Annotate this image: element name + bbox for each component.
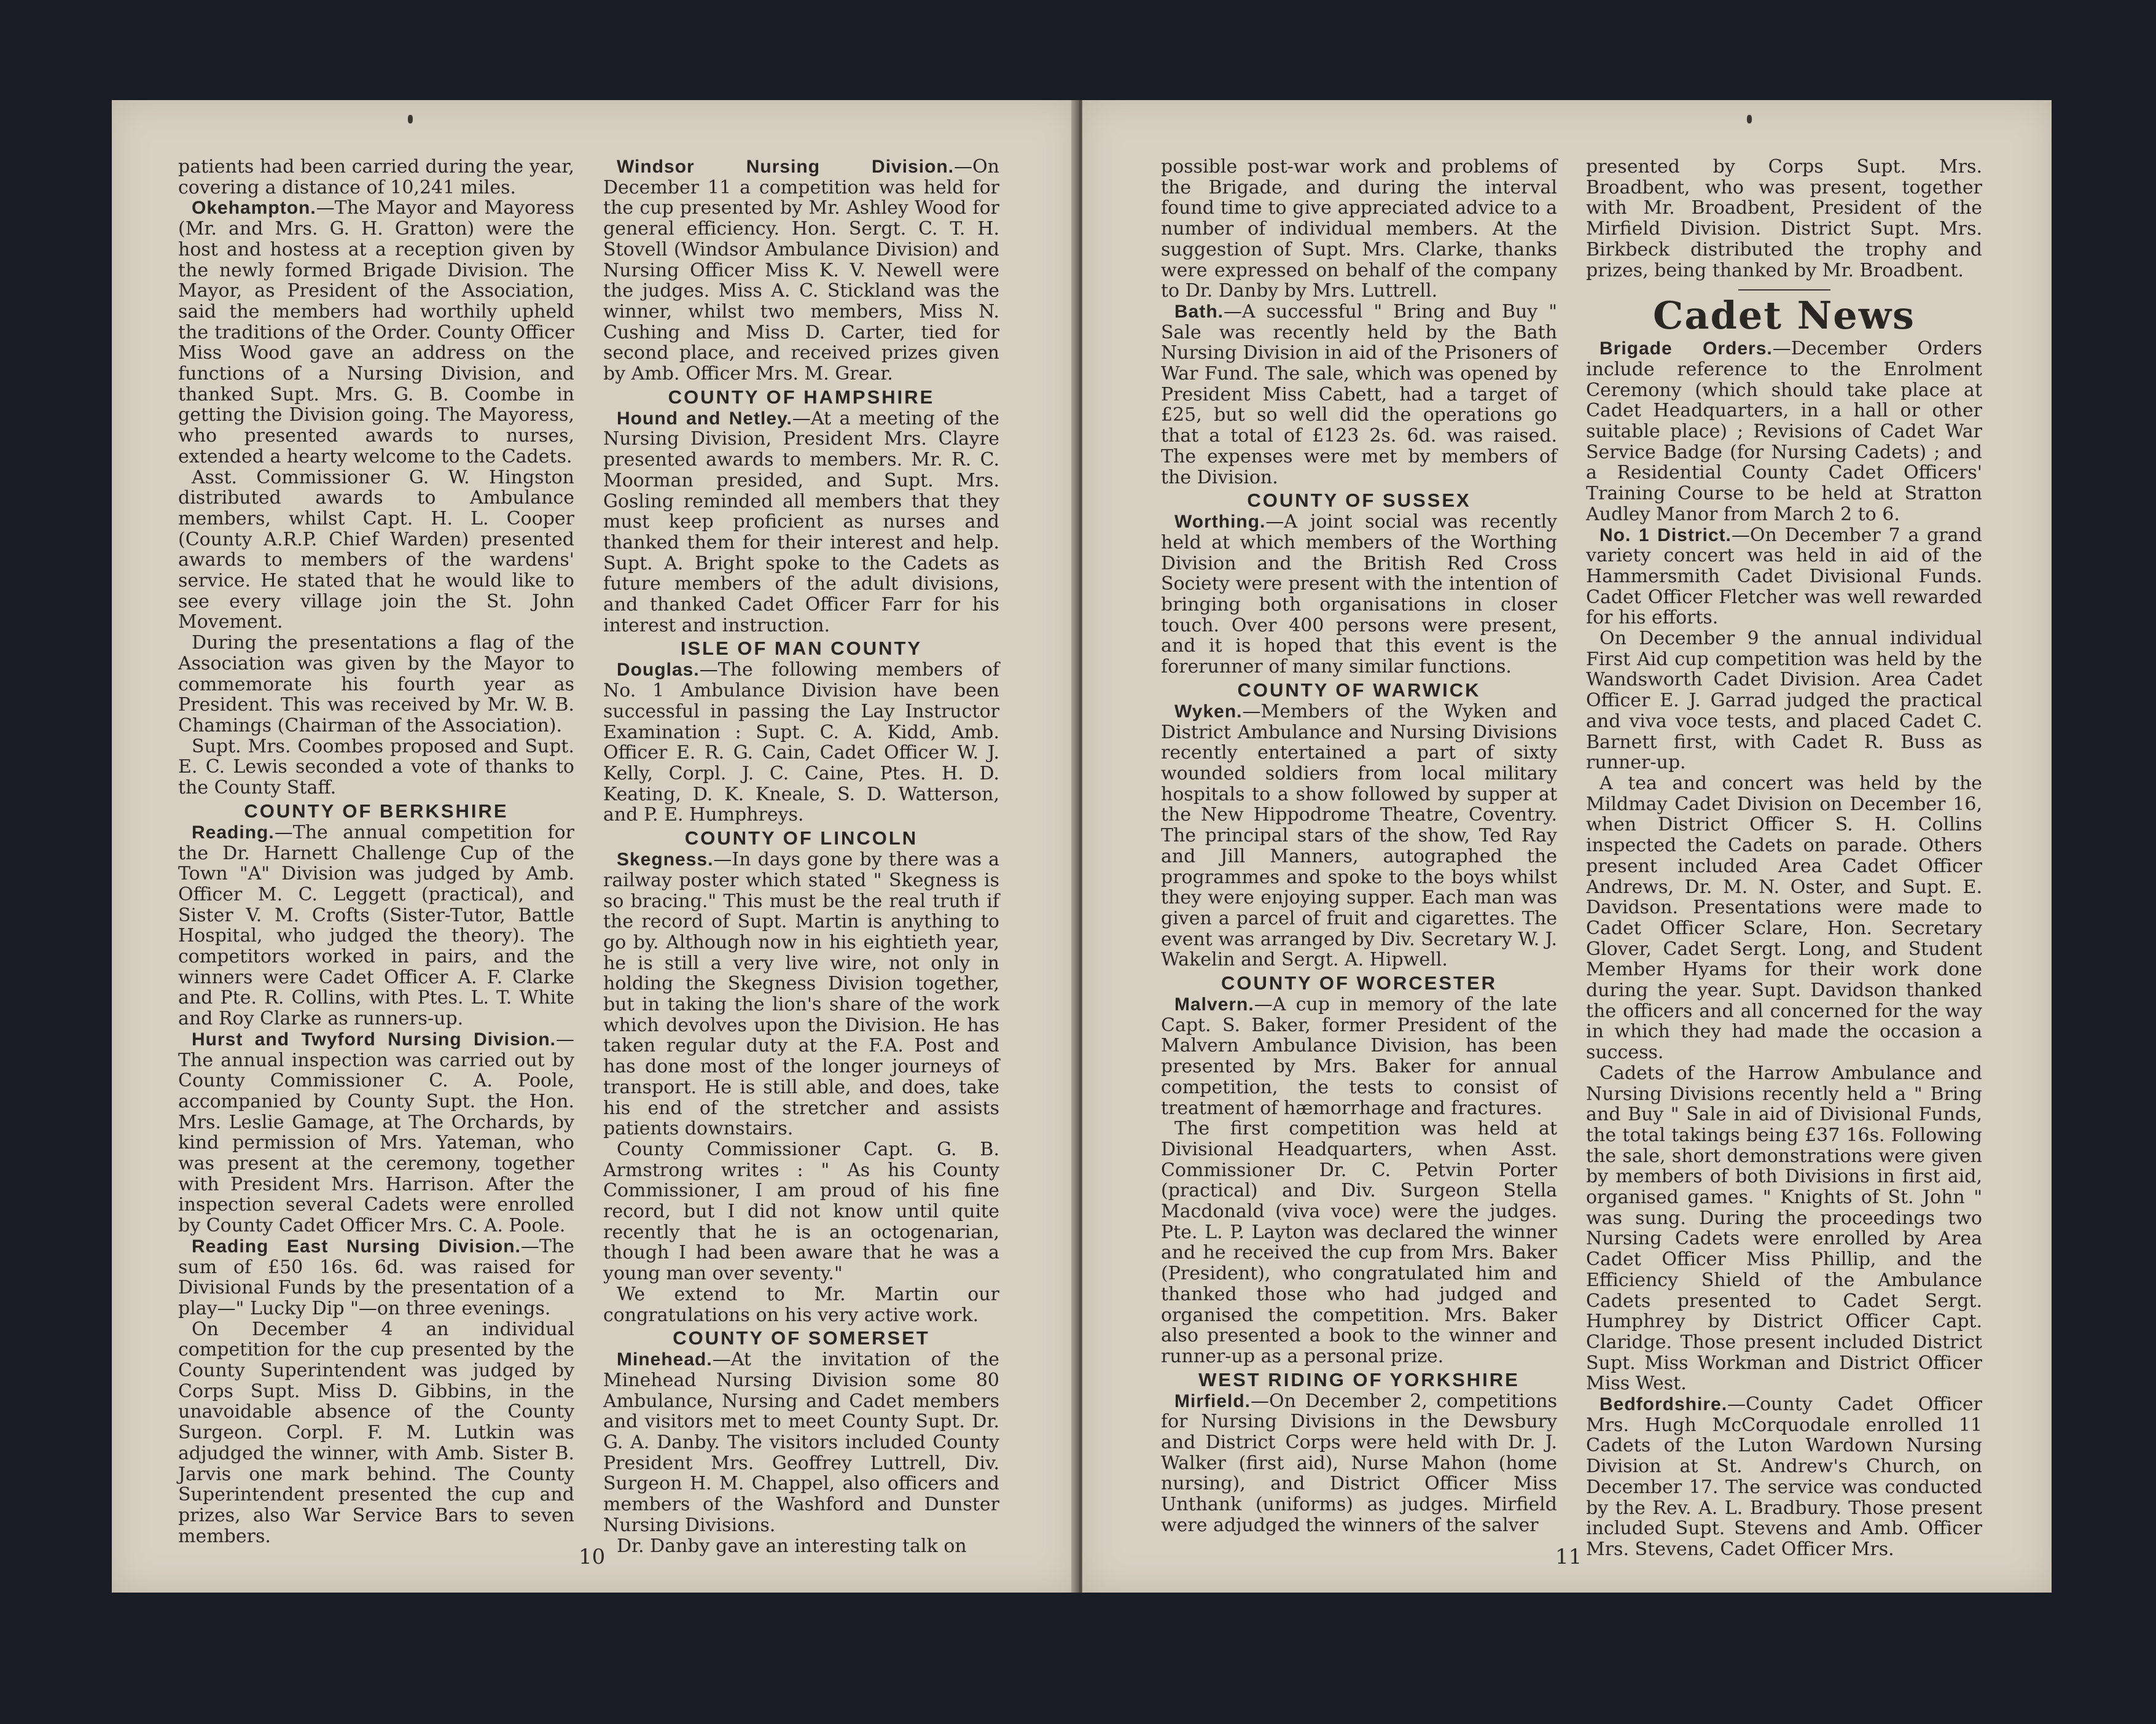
- right-page: [1082, 100, 2052, 1593]
- paragraph-text: —On December 2, competitions for Nursing Divisions in the Dewsbury and District Corps were held with Dr. J. Walker (first aid), Nurse Mahon (home nursing), and District Officer Miss Unthank (uniforms) as judges. Mirfield were adjudged the winners of the salver: [1161, 1390, 1557, 1536]
- paragraph-text: patients had been carried during the year, covering a distance of 10,241 miles.: [178, 156, 574, 198]
- county-heading: COUNTY OF BERKSHIRE: [244, 800, 509, 822]
- paragraph-lead: Minehead.: [617, 1349, 713, 1370]
- article-paragraph: [603, 1536, 999, 1557]
- paragraph-text: —December Orders include reference to the Enrolment Ceremony (which should take place at Cadet Headquarters, in a hall or other suitable place) ; Revisions of Cadet War Service Badge (for Nursing Cadets) ; and a Residential County Cadet Officers' Training Course to be held at Stratton Audley Manor from March 2 to 6.: [1586, 338, 1982, 525]
- article-paragraph: [178, 198, 574, 467]
- article-paragraph: [1586, 628, 1982, 773]
- article-paragraph: [1161, 701, 1557, 970]
- paragraph-lead: Mirfield.: [1174, 1391, 1251, 1411]
- paragraph-lead: Hound and Netley.: [617, 408, 792, 429]
- paragraph-lead: Wyken.: [1174, 701, 1243, 722]
- article-paragraph: [1586, 1394, 1982, 1560]
- paragraph-text: Asst. Commissioner G. W. Hingston distributed awards to Ambulance members, whilst Capt. H. L. Cooper (County A.R.P. Chief Warden) presented awards to members of the wardens' service. He stated that he would like to see every village join the St. John Movement.: [178, 466, 574, 633]
- article-paragraph: [1586, 1063, 1982, 1394]
- paragraph-text: Dr. Danby gave an interesting talk on: [617, 1535, 967, 1557]
- paragraph-text: —In days gone by there was a railway poster which stated " Skegness is so bracing." This must be the real truth if the record of Supt. Martin is anything to go by. Although now in his eightieth year, he is still a very live wire, not only in holding the Skegness Division together, but in taking the lion's share of the work which devolves upon the Division. He has taken regular duty at the F.A. Post and has done most of the longer journeys of transport. He is still able, and does, take his end of the stretcher and assists patients downstairs.: [603, 849, 999, 1140]
- left-page-column-2: [603, 156, 1000, 1557]
- article-paragraph: [178, 1319, 574, 1547]
- county-heading: WEST RIDING OF YORKSHIRE: [1198, 1368, 1520, 1391]
- paragraph-text: —Members of the Wyken and District Ambulance and Nursing Divisions recently entertained a part of sixty wounded soldiers from local military hospitals to a show followed by supper at the New Hippodrome Theatre, Coventry. The principal stars of the show, Ted Ray and Jill Manners, autographed the programmes and spoke to the boys whilst they were enjoying supper. Each man was given a parcel of fruit and cigarettes. The event was arranged by Div. Secretary W. J. Wakelin and Sergt. A. Hipwell.: [1161, 700, 1557, 971]
- paragraph-text: Supt. Mrs. Coombes proposed and Supt. E. C. Lewis seconded a vote of thanks to the County Staff.: [178, 735, 574, 799]
- article-paragraph: [603, 1139, 999, 1284]
- paragraph-lead: Brigade Orders.: [1599, 338, 1773, 359]
- paragraph-lead: Windsor Nursing Division.: [617, 157, 955, 177]
- article-paragraph: [178, 736, 574, 798]
- paragraph-text: During the presentations a flag of the Association was given by the Mayor to commemorate his fourth year as President. This was received by Mr. W. B. Chamings (Chairman of the Association).: [178, 632, 574, 736]
- article-paragraph: [1161, 1118, 1557, 1367]
- paragraph-text: —The following members of No. 1 Ambulance Division have been successful in passing the Lay Instructor Examination : Supt. C. A. Kidd, Amb. Officer E. R. G. Cain, Cadet Officer W. J. Kelly, Corpl. J. C. Caine, Ptes. H. D. Keating, D. K. Kneale, S. D. Watterson, and P. E. Humphreys.: [603, 659, 999, 826]
- paragraph-text: We extend to Mr. Martin our congratulations on his very active work.: [603, 1283, 999, 1326]
- paragraph-lead: Worthing.: [1174, 512, 1266, 532]
- paragraph-text: —The annual inspection was carried out by County Commissioner C. A. Poole, accompanied by County Supt. the Hon. Mrs. Leslie Gamage, at The Orchards, by kind permission of Mrs. Yateman, who was present at the ceremony, together with President Mrs. Harrison. After the inspection several Cadets were enrolled by County Cadet Officer Mrs. C. A. Poole.: [178, 1028, 574, 1237]
- right-page-column-1: [1161, 156, 1557, 1536]
- article-paragraph: [1161, 512, 1557, 677]
- article-paragraph: [603, 660, 999, 825]
- article-paragraph: [603, 1349, 999, 1535]
- county-heading: COUNTY OF WARWICK: [1237, 679, 1481, 701]
- paragraph-lead: Reading.: [192, 822, 275, 843]
- page-number: 10: [579, 1545, 606, 1569]
- cadet-news-title: Cadet News: [1653, 293, 1915, 338]
- paragraph-text: —A cup in memory of the late Capt. S. Baker, former President of the Malvern Ambulance Division, has been presented by Mrs. Baker for annual competition, the tests to consist of treatment of hæmorrhage and fractures.: [1161, 994, 1557, 1119]
- paragraph-text: A tea and concert was held by the Mildmay Cadet Division on December 16, when District Officer S. H. Collins inspected the Cadets on parade. Others present included Area Cadet Officer Andrews, Dr. M. N. Oster, and Supt. E. Davidson. Presentations were made to Cadet Officer Sclare, Hon. Secretary Glover, Cadet Sergt. Long, and Student Member Hyams for their work done during the year. Supt. Davidson thanked the officers and all concerned for the way in which they had made the occasion a success.: [1586, 772, 1982, 1064]
- paragraph-text: —On December 11 a competition was held for the cup presented by Mr. Ashley Wood for general efficiency. Hon. Sergt. C. T. H. Stovell (Windsor Ambulance Division) and Nursing Officer Miss K. V. Newell were the judges. Miss A. C. Stickland was the winner, whilst two members, Miss N. Cushing and Miss D. Carter, tied for second place, and received prizes given by Amb. Officer Mrs. M. Grear.: [603, 156, 999, 385]
- paragraph-text: presented by Corps Supt. Mrs. Broadbent, who was present, together with Mr. Broadbent, President of the Mirfield Division. District Supt. Mrs. Birkbeck distributed the trophy and prizes, being thanked by Mr. Broadbent.: [1586, 156, 1982, 281]
- article-paragraph: [1586, 525, 1982, 629]
- paragraph-lead: Okehampton.: [192, 198, 316, 219]
- ink-mark: [1747, 115, 1752, 123]
- county-heading: COUNTY OF LINCOLN: [684, 827, 918, 849]
- paragraph-lead: Bedfordshire.: [1599, 1394, 1728, 1415]
- paragraph-text: —At the invitation of the Minehead Nursing Division some 80 Ambulance, Nursing and Cadet members and visitors met to meet County Supt. Dr. G. A. Danby. The visitors included County President Mrs. Geoffrey Luttrell, Div. Surgeon H. M. Chappel, also officers and members of the Washford and Dunster Nursing Divisions.: [603, 1349, 999, 1536]
- left-page-column-1: [178, 156, 574, 1547]
- section-divider: [1738, 289, 1830, 291]
- paragraph-lead: No. 1 District.: [1599, 525, 1732, 545]
- paragraph-lead: Reading East Nursing Division.: [192, 1236, 521, 1257]
- article-paragraph: [603, 1284, 999, 1325]
- paragraph-lead: Skegness.: [617, 849, 714, 870]
- paragraph-text: —On December 7 a grand variety concert was held in aid of the Hammersmith Cadet Divisional Funds. Cadet Officer Fletcher was well rewarded for his efforts.: [1586, 524, 1982, 629]
- paragraph-text: —The Mayor and Mayoress (Mr. and Mrs. G. H. Gratton) were the host and hostess at a reception given by the newly formed Brigade Division. The Mayor, as President of the Association, said the members had worthily upheld the traditions of the Order. County Officer Miss Wood gave an address on the functions of a Nursing Division, and thanked Supt. Mrs. G. B. Coombe in getting the Division going. The Mayoress, who presented awards to nurses, extended a hearty welcome to the Cadets.: [178, 197, 574, 467]
- article-paragraph: [178, 157, 574, 198]
- article-paragraph: [1586, 773, 1982, 1063]
- right-page-column-2: [1586, 156, 1982, 1560]
- article-paragraph: [178, 1236, 574, 1319]
- ink-mark: [408, 115, 413, 123]
- county-heading: ISLE OF MAN COUNTY: [680, 638, 923, 660]
- paragraph-text: possible post-war work and problems of the Brigade, and during the interval found time to give appreciated advice to a number of individual members. At the suggestion of Supt. Mrs. Clarke, thanks were expressed on behalf of the company to Dr. Danby by Mrs. Luttrell.: [1161, 156, 1557, 302]
- article-paragraph: [603, 849, 999, 1139]
- article-paragraph: [178, 1029, 574, 1236]
- paragraph-lead: Hurst and Twyford Nursing Division.: [192, 1029, 556, 1050]
- paragraph-text: On December 4 an individual competition for the cup presented by the County Superintendent was judged by Corps Supt. Miss D. Gibbins, in the unavoidable absence of the County Surgeon. Corpl. F. M. Lutkin was adjudged the winner, with Amb. Sister B. Jarvis one mark behind. The County Superintendent presented the cup and prizes, also War Service Bars to seven members.: [178, 1318, 574, 1547]
- article-paragraph: [603, 157, 999, 384]
- article-paragraph: [1161, 1391, 1557, 1536]
- paragraph-text: —A joint social was recently held at which members of the Worthing Division and the British Red Cross Society were present with the intention of bringing both organisations in closer touch. Over 400 persons were present, and it is hoped that this event is the forerunner of many similar functions.: [1161, 511, 1557, 678]
- paragraph-text: —The sum of £50 16s. 6d. was raised for Divisional Funds by the presentation of a play—" Lucky Dip "—on three evenings.: [178, 1235, 574, 1319]
- article-paragraph: [1586, 338, 1982, 525]
- article-paragraph: [1161, 994, 1557, 1118]
- page-number: 11: [1555, 1545, 1582, 1569]
- paragraph-text: On December 9 the annual individual First Aid cup competition was held by the Wandsworth Cadet Division. Area Cadet Officer E. J. Garrad judged the practical and viva voce tests, and placed Cadet C. Barnett first, with Cadet R. Buss as runner-up.: [1586, 628, 1982, 774]
- county-heading: COUNTY OF SUSSEX: [1247, 490, 1471, 512]
- article-paragraph: [178, 467, 574, 633]
- paragraph-text: —The annual competition for the Dr. Harnett Challenge Cup of the Town "A" Division was judged by Amb. Officer M. C. Leggett (practical), and Sister V. M. Crofts (Sister-Tutor, Battle Hospital, who judged the theory). The competitors worked in pairs, and the winners were Cadet Officer A. F. Clarke and Pte. R. Collins, with Ptes. L. T. White and Roy Clarke as runners-up.: [178, 821, 574, 1030]
- paragraph-text: —County Cadet Officer Mrs. Hugh McCorquodale enrolled 11 Cadets of the Luton Wardown Nursing Division at St. Andrew's Church, on December 17. The service was conducted by the Rev. A. L. Bradbury. Those present included Supt. Stevens and Amb. Officer Mrs. Stevens, Cadet Officer Mrs.: [1586, 1394, 1982, 1560]
- paragraph-lead: Malvern.: [1174, 994, 1254, 1015]
- county-heading: COUNTY OF WORCESTER: [1221, 972, 1498, 994]
- paragraph-text: The first competition was held at Divisional Headquarters, when Asst. Commissioner Dr. C. Petvin Porter (practical) and Div. Surgeon Stella Macdonald (viva voce) were the judges. Pte. L. P. Layton was declared the winner and he received the cup from Mrs. Baker (President), who congratulated him and thanked those who had judged and organised the competition. Mrs. Baker also presented a book to the winner and runner-up as a personal prize.: [1161, 1118, 1557, 1367]
- paragraph-text: County Commissioner Capt. G. B. Armstrong writes : " As his County Commissioner, I am proud of his fine record, but I did not know until quite recently that he is an octogenarian, though I had been aware that he was a young man over seventy.": [603, 1138, 999, 1285]
- article-paragraph: [1586, 157, 1982, 281]
- county-heading: COUNTY OF HAMPSHIRE: [668, 386, 935, 408]
- paragraph-text: —At a meeting of the Nursing Division, President Mrs. Clayre presented awards to members. Mr. R. C. Moorman presided, and Supt. Mrs. Gosling reminded all members that they must keep proficient as nurses and thanked them for their interest and help. Supt. A. Bright spoke to the Cadets as future members of the adult divisions, and thanked Cadet Officer Farr for his interest and instruction.: [603, 407, 1000, 636]
- left-page: [112, 100, 1076, 1593]
- paragraph-text: —A successful " Bring and Buy " Sale was recently held by the Bath Nursing Division in aid of the Prisoners of War Fund. The sale, which was opened by President Miss Cabett, had a target of £25, but so well did the operations go that a total of £123 2s. 6d. was raised. The expenses were met by members of the Division.: [1161, 300, 1557, 488]
- article-paragraph: [178, 822, 574, 1029]
- paragraph-text: Cadets of the Harrow Ambulance and Nursing Divisions recently held a " Bring and Buy " Sale in aid of Divisional Funds, the total takings being £37 16s. Following the sale, short demonstrations were given by members of both Divisions in first aid, organised games. " Knights of St. John " was sung. During the proceedings two Nursing Cadets were enrolled by Area Cadet Officer Miss Phillip, and the Efficiency Shield of the Ambulance Cadets presented to Cadet Sergt. Humphrey by District Officer Capt. Claridge. Those present included District Supt. Miss Workman and District Officer Miss West.: [1586, 1062, 1982, 1395]
- paragraph-lead: Bath.: [1174, 301, 1224, 322]
- article-paragraph: [1161, 302, 1557, 488]
- article-paragraph: [178, 633, 574, 736]
- article-paragraph: [1161, 157, 1557, 302]
- county-heading: COUNTY OF SOMERSET: [673, 1327, 930, 1349]
- article-paragraph: [603, 408, 999, 636]
- paragraph-lead: Douglas.: [617, 660, 700, 681]
